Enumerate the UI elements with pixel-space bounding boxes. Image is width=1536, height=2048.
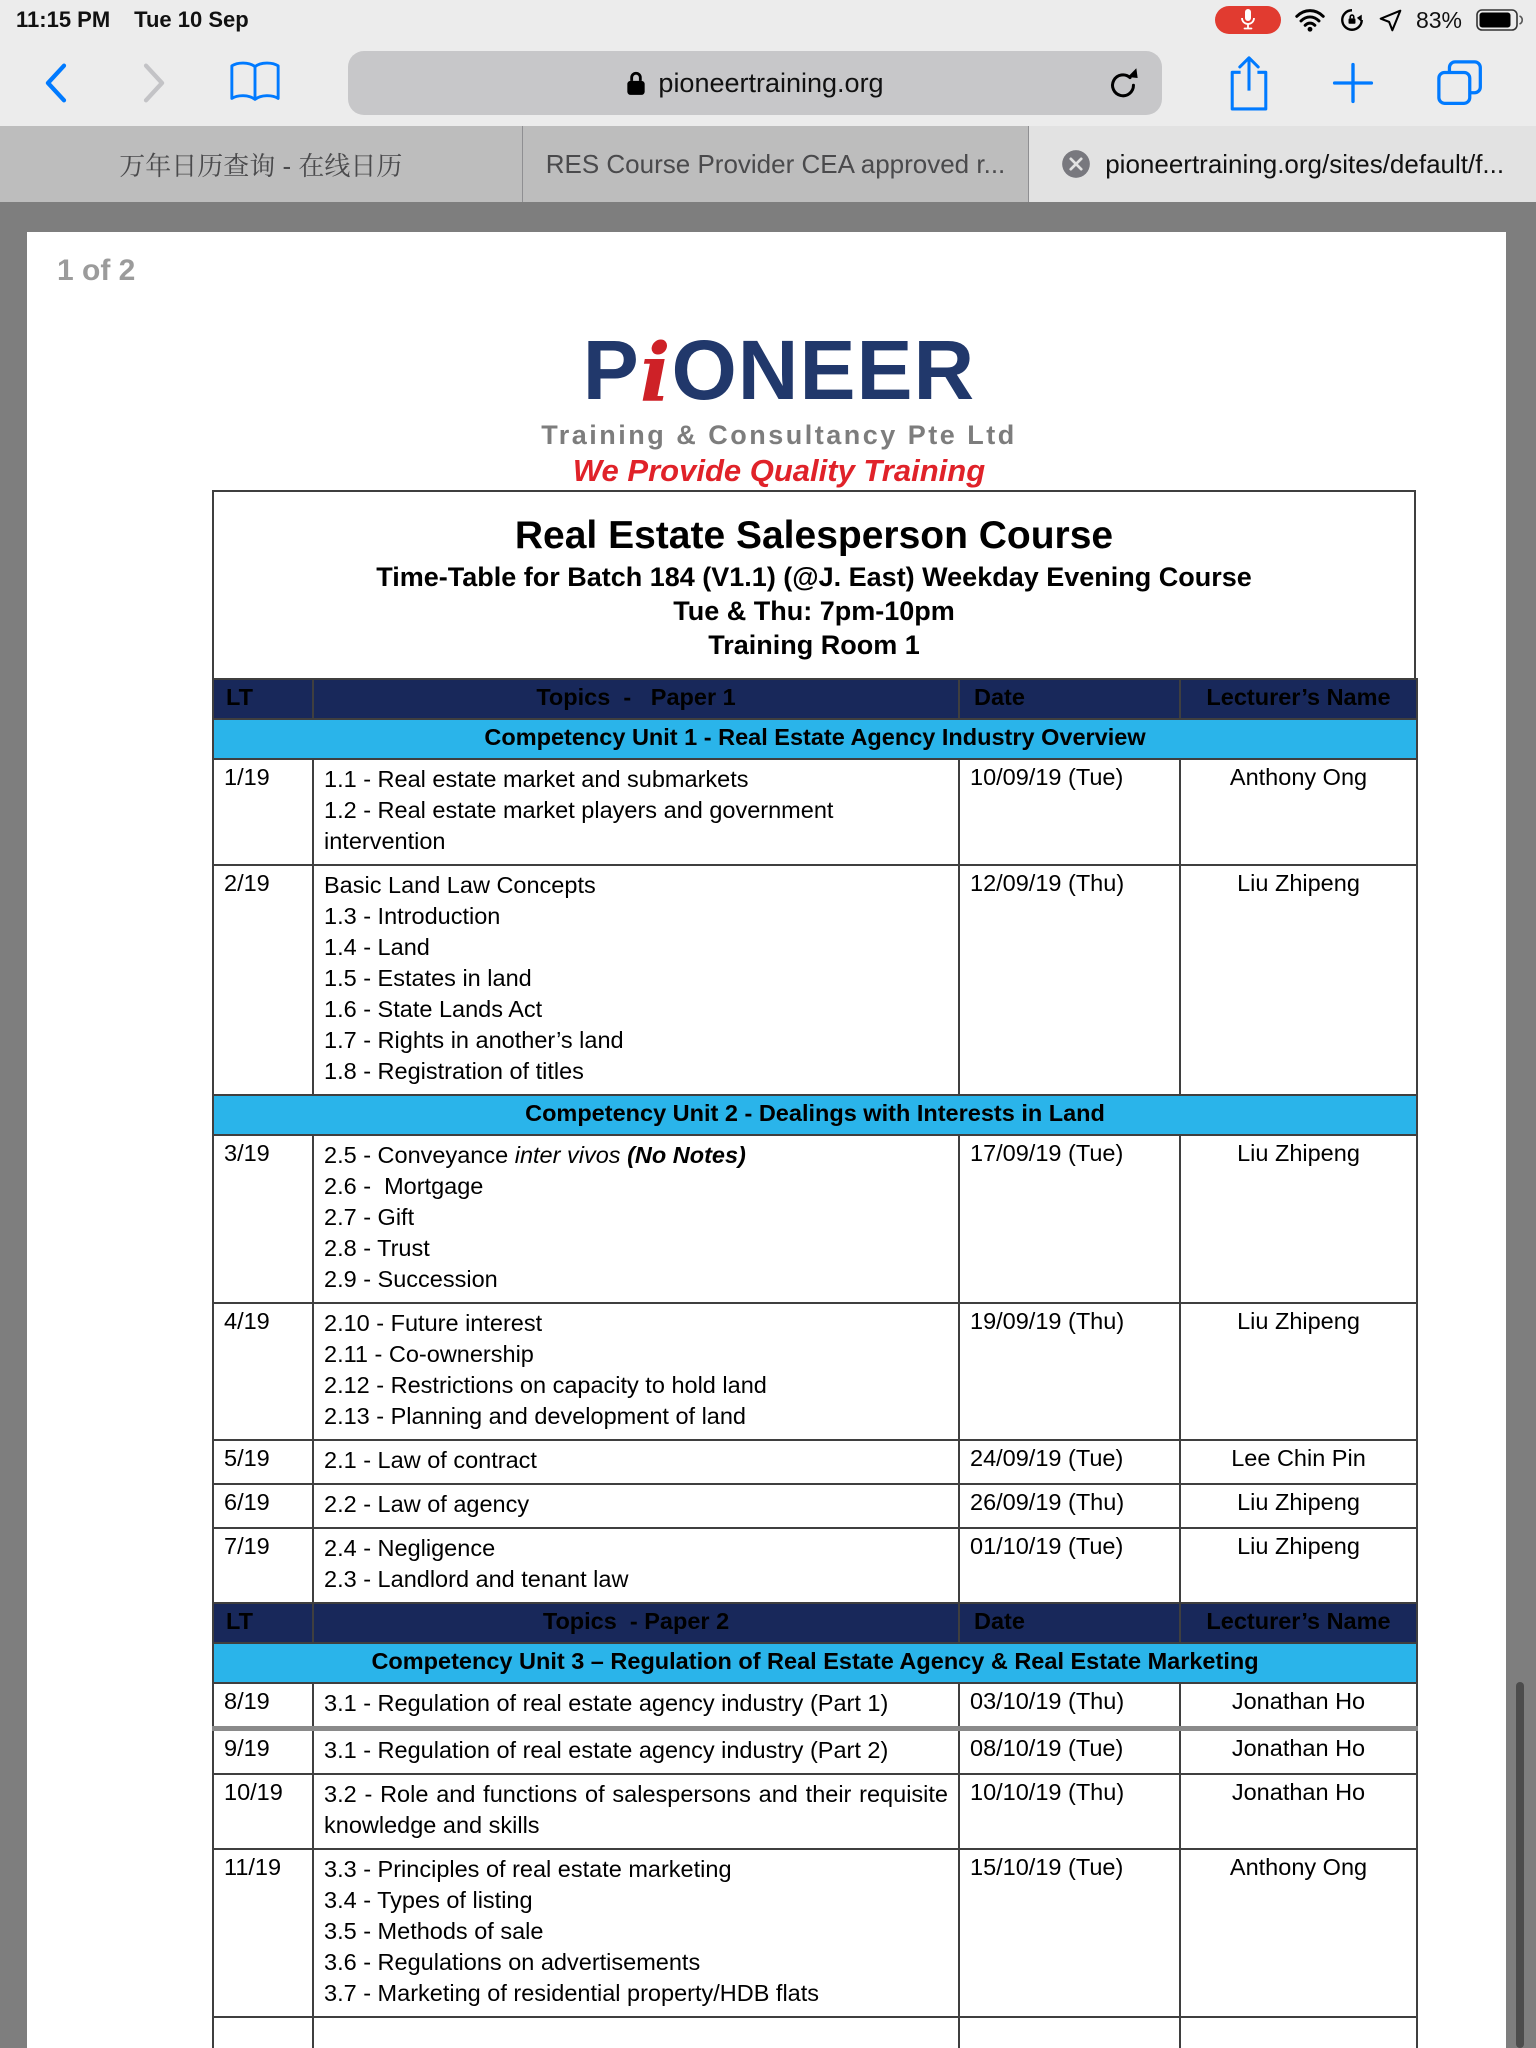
book-icon: [228, 60, 282, 106]
lecturer-cell: Liu Zhipeng: [1180, 865, 1417, 1095]
topics-cell: [313, 1484, 959, 1528]
topics-cell: [313, 1303, 959, 1440]
lt-cell: 8/19: [213, 1683, 313, 1729]
topic-line: 1.4 - Land: [324, 934, 430, 960]
lesson-row: [213, 1774, 1417, 1849]
competency-band-row: [213, 719, 1417, 759]
header-cell-topics: Topics - Paper 2: [313, 1603, 959, 1643]
topics-cell: [313, 1528, 959, 1603]
course-title: Real Estate Salesperson Course: [514, 514, 1114, 557]
topic-line: 3.6 - Regulations on advertisements: [324, 1949, 701, 1975]
pioneer-logo: [177, 323, 1381, 488]
wifi-icon: [1295, 9, 1325, 32]
topic-line: 1.7 - Rights in another’s land: [324, 1027, 624, 1053]
lt-cell: 4/19: [213, 1303, 313, 1440]
lesson-row: [213, 1729, 1417, 1775]
logo-wordmark: PiONEER: [582, 323, 976, 421]
url-text: pioneertraining.org: [658, 67, 884, 98]
lesson-row: [213, 1484, 1417, 1528]
lock-icon: [626, 70, 646, 96]
logo-subtitle: Training & Consultancy Pte Ltd: [541, 419, 1017, 450]
address-bar[interactable]: [348, 51, 1162, 115]
topic-line: 3.1 - Regulation of real estate agency industry (Part 2): [324, 1737, 889, 1763]
browser-toolbar: [0, 40, 1536, 126]
table-header-row: [213, 1603, 1417, 1643]
microphone-icon: [1240, 7, 1256, 33]
lesson-row: [213, 1303, 1417, 1440]
logo-red-i: i: [639, 326, 672, 421]
rotation-lock-icon: [1339, 7, 1365, 33]
lt-cell: 11/19: [213, 1849, 313, 2017]
date-cell: 01/10/19 (Tue): [959, 1528, 1180, 1603]
lesson-row: [213, 1683, 1417, 1729]
tab-res-course-provider[interactable]: [523, 126, 1030, 202]
tab-bar: [0, 126, 1536, 202]
lesson-row: [213, 759, 1417, 865]
header-cell-topics: Topics - Paper 1: [313, 679, 959, 719]
pdf-scrollbar-thumb[interactable]: [1516, 1682, 1524, 2048]
topic-line: 2.4 - Negligence: [324, 1535, 496, 1561]
topic-line: 2.9 - Succession: [324, 1266, 498, 1292]
topics-cell: [313, 865, 959, 1095]
status-bar: [0, 0, 1536, 40]
tab-pioneertraining-pdf[interactable]: [1029, 126, 1536, 202]
lecturer-cell: Liu Zhipeng: [1180, 1303, 1417, 1440]
lesson-row: [213, 1440, 1417, 1484]
topic-line: 2.11 - Co-ownership: [324, 1341, 534, 1367]
topic-line: 1.3 - Introduction: [324, 903, 501, 929]
competency-band-label: Competency Unit 2 - Dealings with Interests in Land: [213, 1095, 1417, 1135]
topic-line: 1.2 - Real estate market players and government intervention: [324, 797, 840, 854]
tabs-icon: [1434, 57, 1486, 109]
lesson-row: [213, 865, 1417, 1095]
bookmarks-button[interactable]: [228, 60, 282, 106]
lt-cell: 3/19: [213, 1135, 313, 1303]
date-cell: 12/09/19 (Thu): [959, 865, 1180, 1095]
topic-line: 1.8 - Registration of titles: [324, 1058, 584, 1084]
lecturer-cell: Liu Zhipeng: [1180, 1528, 1417, 1603]
topics-cell: [313, 759, 959, 865]
share-icon: [1226, 54, 1272, 112]
lecturer-cell: Anthony Ong: [1180, 1849, 1417, 2017]
lt-cell: 2/19: [213, 865, 313, 1095]
topic-line: 1.6 - State Lands Act: [324, 996, 543, 1022]
topic-line: 3.1 - Regulation of real estate agency industry (Part 1): [324, 1690, 889, 1716]
microphone-in-use-indicator[interactable]: [1215, 6, 1281, 34]
competency-band-row: [213, 1095, 1417, 1135]
lesson-row: [213, 1135, 1417, 1303]
lecturer-cell: Jonathan Ho: [1180, 1729, 1417, 1775]
lt-cell: 1/19: [213, 759, 313, 865]
logo-tagline: We Provide Quality Training: [572, 452, 986, 488]
close-tab-icon[interactable]: [1061, 149, 1091, 179]
timetable-document: [212, 490, 1416, 2048]
topics-cell: [313, 1135, 959, 1303]
header-cell-lecturer: Lecturer’s Name: [1180, 679, 1417, 719]
new-tab-button[interactable]: [1330, 60, 1376, 106]
tab-title: pioneertraining.org/sites/default/f...: [1105, 148, 1505, 179]
topic-line: 2.5 - Conveyance inter vivos (No Notes): [324, 1142, 746, 1168]
status-left: [0, 7, 249, 33]
lt-cell: 7/19: [213, 1528, 313, 1603]
header-cell-date: Date: [959, 1603, 1180, 1643]
competency-band-label: Competency Unit 3 – Regulation of Real Estate Agency & Real Estate Marketing: [213, 1643, 1417, 1683]
topics-cell: [313, 2017, 959, 2048]
header-cell-lt: LT: [213, 1603, 313, 1643]
topics-cell: [313, 1729, 959, 1775]
date-cell: 26/09/19 (Thu): [959, 1484, 1180, 1528]
tab-title: 万年日历查询 - 在线日历: [119, 150, 403, 181]
date-cell: 03/10/19 (Thu): [959, 1683, 1180, 1729]
topic-line: 2.6 - Mortgage: [324, 1173, 484, 1199]
forward-button[interactable]: [142, 63, 166, 103]
course-table-body: [213, 679, 1417, 2048]
lecturer-cell: Jonathan Ho: [1180, 1683, 1417, 1729]
topic-line: 1.5 - Estates in land: [324, 965, 532, 991]
topic-line: 1.1 - Real estate market and submarkets: [324, 766, 749, 792]
status-right: [1215, 6, 1536, 34]
course-subtitle-time: Tue & Thu: 7pm-10pm: [673, 596, 955, 626]
reload-icon: [1106, 65, 1140, 103]
page-indicator: 1 of 2: [57, 254, 136, 287]
lesson-row: [213, 1849, 1417, 2017]
lt-cell: 10/19: [213, 1774, 313, 1849]
date-cell: 10/10/19 (Thu): [959, 1774, 1180, 1849]
back-button[interactable]: [44, 63, 68, 103]
date-cell: 17/09/19 (Tue): [959, 1135, 1180, 1303]
topic-line: 3.5 - Methods of sale: [324, 1918, 544, 1944]
battery-icon: [1476, 8, 1526, 32]
course-subtitle-batch: Time-Table for Batch 184 (V1.1) (@J. East) Weekday Evening Course: [376, 562, 1252, 592]
topic-line: 2.2 - Law of agency: [324, 1491, 530, 1517]
course-table: [212, 678, 1418, 2048]
course-subtitle-room: Training Room 1: [708, 630, 920, 660]
header-cell-lecturer: Lecturer’s Name: [1180, 1603, 1417, 1643]
lecturer-cell: Liu Zhipeng: [1180, 1484, 1417, 1528]
topic-line: 2.7 - Gift: [324, 1204, 415, 1230]
topic-line: 3.3 - Principles of real estate marketing: [324, 1856, 732, 1882]
chevron-left-icon: [44, 63, 68, 103]
topic-line: 3.4 - Types of listing: [324, 1887, 533, 1913]
document-title-box: [212, 490, 1416, 680]
lt-cell: 9/19: [213, 1729, 313, 1775]
topics-cell: [313, 1774, 959, 1849]
lecturer-cell: Anthony Ong: [1180, 759, 1417, 865]
topic-line: Basic Land Law Concepts: [324, 872, 596, 898]
pdf-viewer[interactable]: [0, 202, 1536, 2048]
topics-cell: [313, 1683, 959, 1729]
topics-cell: [313, 1849, 959, 2017]
header-cell-date: Date: [959, 679, 1180, 719]
lecturer-cell: Jonathan Ho: [1180, 1774, 1417, 1849]
lecturer-cell: Lee Chin Pin: [1180, 1440, 1417, 1484]
topic-line: 3.7 - Marketing of residential property/HDB flats: [324, 1980, 820, 2006]
battery-percent: 83%: [1415, 6, 1462, 33]
tab-calendar[interactable]: [0, 126, 523, 202]
clock: 11:15 PM: [16, 7, 111, 32]
lt-cell: 5/19: [213, 1440, 313, 1484]
date-cell: 08/10/19 (Tue): [959, 1729, 1180, 1775]
tab-title: RES Course Provider CEA approved r...: [545, 148, 1006, 179]
tab-switcher-button[interactable]: [1434, 57, 1486, 109]
status-date: Tue 10 Sep: [134, 7, 249, 32]
table-header-row: [213, 679, 1417, 719]
topic-line: 2.1 - Law of contract: [324, 1447, 537, 1473]
topics-cell: [313, 1440, 959, 1484]
share-button[interactable]: [1226, 54, 1272, 112]
topic-line: 2.3 - Landlord and tenant law: [324, 1566, 629, 1592]
topic-line: 2.13 - Planning and development of land: [324, 1403, 747, 1429]
topic-line: 2.12 - Restrictions on capacity to hold land: [324, 1372, 767, 1398]
location-icon: [1379, 9, 1402, 32]
competency-band-row: [213, 1643, 1417, 1683]
lesson-row: [213, 1528, 1417, 1603]
lt-cell: [213, 2017, 313, 2048]
lecturer-cell: Liu Zhipeng: [1180, 1135, 1417, 1303]
date-cell: 10/09/19 (Tue): [959, 759, 1180, 865]
topic-line: 3.2 - Role and functions of salespersons and their requisite knowledge and skills: [324, 1781, 955, 1838]
topic-line: 2.10 - Future interest: [324, 1310, 543, 1336]
reload-button[interactable]: [1106, 65, 1140, 103]
chevron-right-icon: [142, 63, 166, 103]
date-cell: [959, 2017, 1180, 2048]
lecturer-cell: [1180, 2017, 1417, 2048]
date-cell: 15/10/19 (Tue): [959, 1849, 1180, 2017]
competency-band-label: Competency Unit 1 - Real Estate Agency Industry Overview: [213, 719, 1417, 759]
lesson-row: [213, 2017, 1417, 2048]
date-cell: 19/09/19 (Thu): [959, 1303, 1180, 1440]
topic-line: 2.8 - Trust: [324, 1235, 430, 1261]
date-cell: 24/09/19 (Tue): [959, 1440, 1180, 1484]
lt-cell: 6/19: [213, 1484, 313, 1528]
plus-icon: [1330, 60, 1376, 106]
pdf-page: [27, 232, 1506, 2048]
header-cell-lt: LT: [213, 679, 313, 719]
